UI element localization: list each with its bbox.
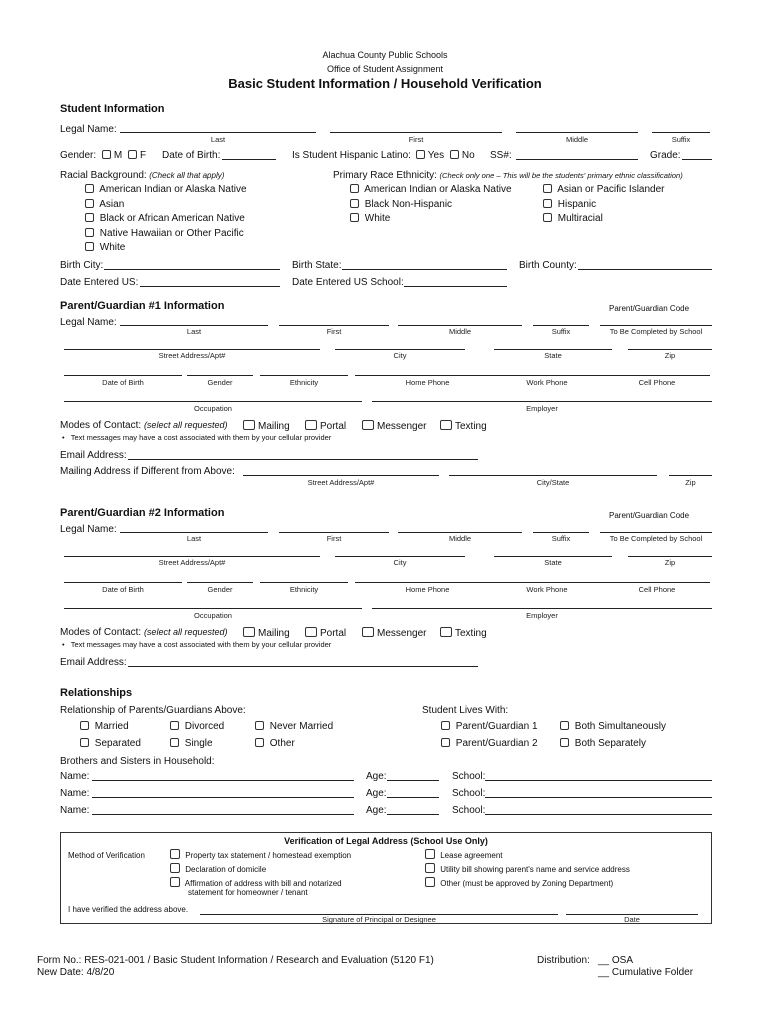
- guardian2-mode-portal-checkbox[interactable]: [305, 627, 317, 637]
- distribution-osa: __ OSA: [598, 955, 634, 966]
- guardian2-legal-name-label: Legal Name:: [60, 524, 117, 535]
- primary-label: Primary Race Ethnicity:: [333, 170, 437, 181]
- guardian2-bullet-text: Text messages may have a cost associated with them by your cellular provider: [70, 640, 332, 649]
- sibling-age-label-1: Age:: [366, 771, 387, 782]
- lives-both-sim-checkbox[interactable]: [560, 721, 569, 730]
- lives-pg2: Parent/Guardian 2: [441, 738, 538, 749]
- race-option-4: Native Hawaiian or Other Pacific: [85, 228, 244, 239]
- guardian2-sub-zip: Zip: [664, 558, 676, 567]
- guardian1-sub-suffix: Suffix: [551, 327, 571, 336]
- guardian1-modes-label: Modes of Contact:: [60, 420, 142, 431]
- rel-single-checkbox[interactable]: [170, 738, 179, 747]
- guardian1-sub-work_phone: Work Phone: [526, 378, 568, 387]
- guardian1-mode-messenger: [362, 420, 426, 432]
- sibling-school-label-1: School:: [452, 771, 486, 782]
- guardian2-first-line[interactable]: [279, 532, 389, 533]
- org-name: Alachua County Public Schools: [322, 50, 448, 60]
- guardian1-home_phone-line[interactable]: [355, 375, 500, 376]
- guardian1-employer-line[interactable]: [372, 401, 712, 402]
- guardian2-to_be_completed-line[interactable]: [600, 532, 712, 533]
- hispanic-no-checkbox[interactable]: [450, 150, 459, 159]
- guardian2-city-line[interactable]: [335, 556, 465, 557]
- guardian1-sub-citystate: City/State: [536, 478, 570, 487]
- lives-pg1-checkbox[interactable]: [441, 721, 450, 730]
- racial-row: [60, 170, 224, 181]
- dob-label: Date of Birth:: [162, 150, 221, 161]
- guardian1-work_phone-line[interactable]: [490, 375, 604, 376]
- guardian2-street-line[interactable]: [64, 556, 320, 557]
- student-sub-last: Last: [210, 135, 226, 144]
- guardian1-last-line[interactable]: [120, 325, 268, 326]
- guardian2-mode-mailing: [243, 627, 290, 639]
- race-checkbox-1[interactable]: [85, 184, 94, 193]
- guardian2-mode-messenger: [362, 627, 426, 639]
- ver-right-checkbox-2[interactable]: [425, 863, 435, 873]
- hispanic-yes-checkbox[interactable]: [416, 150, 425, 159]
- primary-option-3: White: [350, 213, 390, 224]
- page-title: Basic Student Information / Household Verification: [228, 76, 542, 91]
- hispanic-no-label: No: [461, 150, 475, 161]
- date-us-line[interactable]: [140, 286, 280, 287]
- guardian1-sub-first: First: [326, 327, 342, 336]
- ver-left-cont: statement for homeowner / tenant: [188, 888, 308, 897]
- ver-opt-right-2: Utility bill showing parent's name and service address: [425, 863, 630, 874]
- guardian1-sub-zip: Zip: [664, 351, 676, 360]
- dob-line[interactable]: [222, 159, 276, 160]
- guardian1-mode-messenger-label: Messenger: [377, 421, 427, 432]
- guardian2-mode-texting: [440, 627, 487, 639]
- gender-m-label: M: [113, 150, 123, 161]
- guardian2-modes-row: [60, 627, 227, 638]
- guardian2-sub-occupation: Occupation: [194, 611, 232, 620]
- guardian1-sub-cell_phone: Cell Phone: [638, 378, 676, 387]
- verification-title: Verification of Legal Address (School Use Only): [284, 836, 488, 846]
- rel-separated: Separated: [80, 738, 141, 749]
- birth-state-label: Birth State:: [292, 260, 342, 271]
- sibling-age-line-2[interactable]: [387, 797, 439, 798]
- birth-county-label: Birth County:: [519, 260, 577, 271]
- guardian1-ethnicity-line[interactable]: [260, 375, 348, 376]
- guardian1-mode-texting-label: Texting: [455, 421, 487, 432]
- sibling-name-label-1: Name:: [60, 771, 90, 782]
- student-middle-line[interactable]: [516, 132, 638, 133]
- guardian1-zip2-line[interactable]: [669, 475, 712, 476]
- sibling-school-line-2[interactable]: [485, 797, 712, 798]
- student-suffix-line[interactable]: [652, 132, 710, 133]
- guardian1-mailing-diff-label: Mailing Address if Different from Above:: [60, 466, 235, 477]
- sibling-school-line-3[interactable]: [485, 814, 712, 815]
- guardian2-sub-dob: Date of Birth: [102, 585, 144, 594]
- guardian1-code-label: Parent/Guardian Code: [609, 304, 690, 313]
- new-date: New Date: 4/8/20: [37, 967, 115, 978]
- birth-city-line[interactable]: [104, 269, 280, 270]
- guardian1-sub-occupation: Occupation: [194, 404, 232, 413]
- guardian1-mode-mailing: [243, 420, 290, 432]
- distribution-label: Distribution:: [537, 955, 590, 966]
- guardian1-cell_phone-line[interactable]: [604, 375, 710, 376]
- guardian1-street-line[interactable]: [64, 349, 320, 350]
- gender-f-label: F: [140, 150, 147, 161]
- guardian1-mode-portal-label: Portal: [320, 421, 347, 432]
- guardian1-suffix-line[interactable]: [533, 325, 589, 326]
- primary-option-1: American Indian or Alaska Native: [350, 184, 512, 195]
- guardian2-sub-middle: Middle: [448, 534, 472, 543]
- guardian2-email-line[interactable]: [128, 666, 478, 667]
- guardian2-work_phone-line[interactable]: [490, 582, 604, 583]
- guardian1-mode-texting: [440, 420, 487, 432]
- primary-option-5: Hispanic: [543, 199, 596, 210]
- primary-row: [333, 170, 683, 181]
- ver-opt-left-2: Declaration of domicile: [170, 863, 266, 874]
- guardian1-mode-portal: [305, 420, 346, 432]
- guardian1-email-label: Email Address:: [60, 450, 127, 461]
- guardian2-mode-messenger-label: Messenger: [377, 628, 427, 639]
- race-option-5: White: [85, 242, 125, 253]
- guardian2-employer-line[interactable]: [372, 608, 712, 609]
- guardian2-sub-cell_phone: Cell Phone: [638, 585, 676, 594]
- student-sub-first: First: [408, 135, 424, 144]
- race-checkbox-5[interactable]: [85, 242, 94, 251]
- guardian2-sub-street: Street Address/Apt#: [158, 558, 226, 567]
- guardian1-occupation-line[interactable]: [64, 401, 362, 402]
- guardian2-mode-portal-label: Portal: [320, 628, 347, 639]
- guardian2-occupation-line[interactable]: [64, 608, 362, 609]
- race-checkbox-3[interactable]: [85, 213, 94, 222]
- guardian2-last-line[interactable]: [120, 532, 268, 533]
- guardian1-street2-line[interactable]: [243, 475, 439, 476]
- rel-never-married: Never Married: [255, 721, 333, 732]
- grade-line[interactable]: [682, 159, 712, 160]
- primary-checkbox-5[interactable]: [543, 199, 552, 208]
- lives-both-sep-checkbox[interactable]: [560, 738, 569, 747]
- guardian1-email-line[interactable]: [128, 459, 478, 460]
- primary-checkbox-6[interactable]: [543, 213, 552, 222]
- primary-option-2: Black Non-Hispanic: [350, 199, 452, 210]
- date-us-school-label: Date Entered US School:: [292, 277, 404, 288]
- lives-pg2-checkbox[interactable]: [441, 738, 450, 747]
- rel-separated-checkbox[interactable]: [80, 738, 89, 747]
- rel-single: Single: [170, 738, 213, 749]
- gender-row: [60, 150, 146, 161]
- racial-note: (Check all that apply): [149, 171, 225, 180]
- ver-opt-left-1: Property tax statement / homestead exemption: [170, 849, 351, 860]
- lives-with-label: Student Lives With:: [422, 705, 509, 716]
- guardian1-middle-line[interactable]: [398, 325, 522, 326]
- date-us-label: Date Entered US:: [60, 277, 139, 288]
- relationships-title: Relationships: [60, 687, 133, 699]
- guardian1-gender-line[interactable]: [187, 375, 253, 376]
- guardian1-sub-to_be_completed: To Be Completed by School: [609, 327, 703, 336]
- guardian1-state-line[interactable]: [494, 349, 612, 350]
- guardian2-home_phone-line[interactable]: [355, 582, 500, 583]
- guardian2-sub-home_phone: Home Phone: [405, 585, 450, 594]
- sibling-age-line-3[interactable]: [387, 814, 439, 815]
- birth-county-line[interactable]: [578, 269, 712, 270]
- guardian2-sub-gender: Gender: [207, 585, 233, 594]
- guardian2-sub-ethnicity: Ethnicity: [289, 585, 319, 594]
- ver-left-checkbox-2[interactable]: [170, 863, 180, 873]
- guardian1-bullet-text: Text messages may have a cost associated with them by your cellular provider: [70, 433, 332, 442]
- lives-pg1: Parent/Guardian 1: [441, 721, 538, 732]
- sibling-name-label-3: Name:: [60, 805, 90, 816]
- hispanic-yes-label: Yes: [427, 150, 445, 161]
- guardian2-mode-texting-checkbox[interactable]: [440, 627, 452, 637]
- guardian1-sub-employer: Employer: [526, 404, 558, 413]
- race-option-1: American Indian or Alaska Native: [85, 184, 247, 195]
- sibling-school-label-3: School:: [452, 805, 486, 816]
- primary-checkbox-2[interactable]: [350, 199, 359, 208]
- student-last-line[interactable]: [120, 132, 316, 133]
- guardian1-bullet-note: • Text messages may have a cost associated with them by your cellular provider: [62, 433, 332, 442]
- guardian2-sub-work_phone: Work Phone: [526, 585, 568, 594]
- student-first-line[interactable]: [330, 132, 502, 133]
- gender-label: Gender:: [60, 150, 97, 161]
- method-label: Method of Verification: [68, 851, 145, 860]
- rel-divorced: Divorced: [170, 721, 224, 732]
- guardian2-sub-last: Last: [186, 534, 202, 543]
- guardian1-modes-note: (select all requested): [143, 420, 228, 430]
- hispanic-row: [292, 150, 475, 161]
- rel-other: Other: [255, 738, 295, 749]
- grade-label: Grade:: [650, 150, 681, 161]
- siblings-label: Brothers and Sisters in Household:: [60, 756, 215, 767]
- guardian2-suffix-line[interactable]: [533, 532, 589, 533]
- birth-state-line[interactable]: [342, 269, 507, 270]
- date-us-school-line[interactable]: [404, 286, 507, 287]
- lives-both-sep: Both Separately: [560, 738, 646, 749]
- guardian2-sub-to_be_completed: To Be Completed by School: [609, 534, 703, 543]
- guardian2-bullet-note: • Text messages may have a cost associated with them by your cellular provider: [62, 640, 332, 649]
- sibling-school-label-2: School:: [452, 788, 486, 799]
- sibling-name-label-2: Name:: [60, 788, 90, 799]
- guardian2-sub-city: City: [393, 558, 407, 567]
- guardian1-citystate-line[interactable]: [449, 475, 657, 476]
- guardian2-gender-line[interactable]: [187, 582, 253, 583]
- signature-sub: Signature of Principal or Designee: [322, 915, 436, 924]
- guardian1-zip-line[interactable]: [628, 349, 712, 350]
- guardian1-sub-zip2: Zip: [685, 478, 696, 487]
- guardian2-mode-mailing-label: Mailing: [258, 628, 290, 639]
- guardian2-modes-label: Modes of Contact:: [60, 627, 142, 638]
- guardian2-sub-employer: Employer: [526, 611, 558, 620]
- student-sub-middle: Middle: [565, 135, 589, 144]
- sibling-name-line-2[interactable]: [92, 797, 354, 798]
- sibling-age-line-1[interactable]: [387, 780, 439, 781]
- birth-city-label: Birth City:: [60, 260, 104, 271]
- guardian1-modes-row: [60, 420, 227, 431]
- relationship-label: Relationship of Parents/Guardians Above:: [60, 705, 246, 716]
- lives-both-sim: Both Simultaneously: [560, 721, 666, 732]
- guardian2-mode-mailing-checkbox[interactable]: [243, 627, 255, 637]
- ver-right-checkbox-3[interactable]: [425, 877, 435, 887]
- rel-never-married-checkbox[interactable]: [255, 721, 264, 730]
- ver-left-checkbox-1[interactable]: [170, 849, 180, 859]
- guardian1-mode-mailing-label: Mailing: [258, 421, 290, 432]
- rel-married: Married: [80, 721, 129, 732]
- guardian2-section-title: Parent/Guardian #2 Information: [60, 507, 225, 519]
- guardian1-dob-line[interactable]: [64, 375, 182, 376]
- guardian2-state-line[interactable]: [494, 556, 612, 557]
- guardian2-email-label: Email Address:: [60, 657, 127, 668]
- ver-opt-right-1: Lease agreement: [425, 849, 503, 860]
- guardian1-sub-street2: Street Address/Apt#: [307, 478, 375, 487]
- student-section-title: Student Information: [60, 103, 165, 115]
- guardian1-mode-texting-checkbox[interactable]: [440, 420, 452, 430]
- rel-married-checkbox[interactable]: [80, 721, 89, 730]
- guardian2-mode-portal: [305, 627, 346, 639]
- guardian1-mode-mailing-checkbox[interactable]: [243, 420, 255, 430]
- guardian1-first-line[interactable]: [279, 325, 389, 326]
- racial-label: Racial Background:: [60, 170, 147, 181]
- guardian1-mode-messenger-checkbox[interactable]: [362, 420, 374, 430]
- guardian1-sub-home_phone: Home Phone: [405, 378, 450, 387]
- guardian1-legal-name-label: Legal Name:: [60, 317, 117, 328]
- guardian1-sub-street: Street Address/Apt#: [158, 351, 226, 360]
- gender-f-checkbox[interactable]: [128, 150, 137, 159]
- guardian2-mode-messenger-checkbox[interactable]: [362, 627, 374, 637]
- guardian1-to_be_completed-line[interactable]: [600, 325, 712, 326]
- gender-m-checkbox[interactable]: [102, 150, 111, 159]
- student-legal-name-label: Legal Name:: [60, 124, 117, 135]
- form-number: Form No.: RES-021-001 / Basic Student Information / Research and Evaluation (5120 F1): [37, 955, 434, 966]
- student-sub-suffix: Suffix: [671, 135, 691, 144]
- guardian1-sub-last: Last: [186, 327, 202, 336]
- verified-label: I have verified the address above.: [68, 905, 189, 914]
- office-name: Office of Student Assignment: [327, 64, 443, 74]
- guardian2-sub-suffix: Suffix: [551, 534, 571, 543]
- guardian2-middle-line[interactable]: [398, 532, 522, 533]
- guardian1-sub-ethnicity: Ethnicity: [289, 378, 319, 387]
- guardian2-sub-state: State: [544, 558, 562, 567]
- race-checkbox-2[interactable]: [85, 199, 94, 208]
- sibling-name-line-1[interactable]: [92, 780, 354, 781]
- sibling-school-line-1[interactable]: [485, 780, 712, 781]
- ver-opt-right-3: Other (must be approved by Zoning Department): [425, 877, 613, 888]
- rel-divorced-checkbox[interactable]: [170, 721, 179, 730]
- guardian1-sub-state: State: [544, 351, 562, 360]
- ver-date-sub: Date: [624, 915, 640, 924]
- guardian2-sub-first: First: [326, 534, 342, 543]
- guardian2-ethnicity-line[interactable]: [260, 582, 348, 583]
- sibling-age-label-2: Age:: [366, 788, 387, 799]
- ssn-label: SS#:: [490, 150, 512, 161]
- guardian1-city-line[interactable]: [335, 349, 465, 350]
- guardian1-sub-gender: Gender: [207, 378, 233, 387]
- guardian2-cell_phone-line[interactable]: [604, 582, 710, 583]
- guardian2-code-label: Parent/Guardian Code: [609, 511, 690, 520]
- primary-note: (Check only one – This will be the students' primary ethnic classification): [439, 171, 683, 180]
- guardian1-section-title: Parent/Guardian #1 Information: [60, 300, 225, 312]
- race-option-2: Asian: [85, 199, 124, 210]
- ver-right-checkbox-1[interactable]: [425, 849, 435, 859]
- ver-left-checkbox-3[interactable]: [170, 877, 180, 887]
- sibling-age-label-3: Age:: [366, 805, 387, 816]
- race-option-3: Black or African American Native: [85, 213, 245, 224]
- primary-option-4: Asian or Pacific Islander: [543, 184, 665, 195]
- guardian2-dob-line[interactable]: [64, 582, 182, 583]
- primary-checkbox-1[interactable]: [350, 184, 359, 193]
- ver-opt-left-3: Affirmation of address with bill and notarized: [170, 877, 342, 888]
- guardian2-modes-note: (select all requested): [143, 627, 228, 637]
- guardian1-sub-city: City: [393, 351, 407, 360]
- race-checkbox-4[interactable]: [85, 228, 94, 237]
- primary-checkbox-3[interactable]: [350, 213, 359, 222]
- distribution-cumulative: __ Cumulative Folder: [598, 967, 694, 978]
- guardian1-sub-middle: Middle: [448, 327, 472, 336]
- sibling-name-line-3[interactable]: [92, 814, 354, 815]
- primary-option-6: Multiracial: [543, 213, 603, 224]
- guardian1-mode-portal-checkbox[interactable]: [305, 420, 317, 430]
- guardian1-sub-dob: Date of Birth: [102, 378, 144, 387]
- rel-other-checkbox[interactable]: [255, 738, 264, 747]
- guardian2-mode-texting-label: Texting: [455, 628, 487, 639]
- ssn-line[interactable]: [516, 159, 638, 160]
- hispanic-label: Is Student Hispanic Latino:: [292, 150, 411, 161]
- primary-checkbox-4[interactable]: [543, 184, 552, 193]
- guardian2-zip-line[interactable]: [628, 556, 712, 557]
